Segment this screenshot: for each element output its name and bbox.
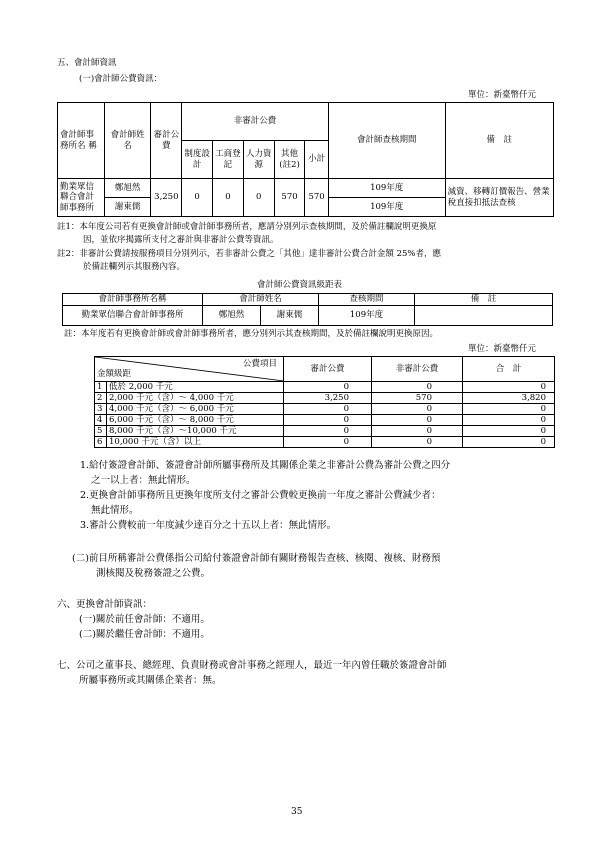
cell-range: 10,000 千元（含）以上 xyxy=(107,437,284,448)
sub2b: 測核閱及稅務簽證之公費。 xyxy=(96,568,211,579)
t2-cpa2: 謝東儒 xyxy=(261,306,319,326)
range-info-table xyxy=(62,293,553,326)
unit1: 單位：新臺幣仟元 xyxy=(468,90,537,100)
cell-total: 3,820 xyxy=(463,393,555,404)
sub2a: (二)前目所稱審計公費係指公司給付簽證會計師有關財務報告查核、核閱、複核、財務預 xyxy=(72,553,441,564)
cell-no: 1 xyxy=(95,382,107,393)
t3-h-nonaudit: 非審計公費 xyxy=(372,357,463,382)
table-row xyxy=(95,404,555,415)
item2b: 無此情形。 xyxy=(91,505,139,516)
sys-fee: 0 xyxy=(182,179,213,217)
t2-h-period: 查核期間 xyxy=(319,294,415,306)
cpa2: 謝東儒 xyxy=(104,198,151,217)
hr-fee: 0 xyxy=(243,179,274,217)
cell-no: 5 xyxy=(95,426,107,437)
table2-title: 會計師公費資訊級距表 xyxy=(257,280,343,290)
section5-title: 五、會計師資訊 xyxy=(57,58,117,68)
cell-audit: 0 xyxy=(284,404,372,415)
cell-audit: 0 xyxy=(284,426,372,437)
cell-no: 2 xyxy=(95,393,107,404)
h-hr: 人力資源 xyxy=(243,141,274,179)
cell-nonaudit: 0 xyxy=(372,404,463,415)
cell-nonaudit: 0 xyxy=(372,426,463,437)
cell-nonaudit: 570 xyxy=(372,393,463,404)
note1a: 註1：本年度公司若有更換會計師或會計師事務所者，應請分別列示查核期間，及於備註欄說明更換原 xyxy=(57,222,437,232)
section6-title: 六、更換會計師資訊： xyxy=(57,599,153,610)
cell-nonaudit: 0 xyxy=(372,437,463,448)
t2-note xyxy=(415,306,553,326)
h-cpa: 會計師姓 名 xyxy=(104,103,151,179)
table-row xyxy=(95,415,555,426)
table-row xyxy=(95,382,555,393)
cell-no: 6 xyxy=(95,437,107,448)
cell-range: 2,000 千元（含）～ 4,000 千元 xyxy=(107,393,284,404)
cell-audit: 0 xyxy=(284,437,372,448)
table-row xyxy=(95,437,555,448)
cell-audit: 0 xyxy=(284,382,372,393)
h-audit: 審計公費 xyxy=(151,103,182,179)
t3-h-total: 合 計 xyxy=(463,357,555,382)
fee-range-table xyxy=(94,356,555,448)
h-sys: 制度設計 xyxy=(182,141,213,179)
page-number: 35 xyxy=(291,807,303,817)
cell-nonaudit: 0 xyxy=(372,415,463,426)
section6-b: (二)關於繼任會計師：不適用。 xyxy=(79,629,210,640)
cell-total: 0 xyxy=(463,426,555,437)
h-firm: 會計師事務所名 稱 xyxy=(58,103,105,179)
range-header-cell xyxy=(95,357,284,382)
fee-note: 減資、移轉訂價報告、營業稅直接扣抵法查核 xyxy=(445,179,553,217)
t2-h-cpa: 會計師姓名 xyxy=(203,294,319,306)
note2b: 於備註欄列示其服務內容。 xyxy=(83,262,186,272)
firm-name: 勤業眾信聯合會計師事務所 xyxy=(58,179,105,217)
cell-no: 3 xyxy=(95,404,107,415)
t2-cpa1: 鄭旭然 xyxy=(203,306,261,326)
h-range: 金額級距 xyxy=(97,369,132,380)
cell-range: 6,000 千元（含）～ 8,000 千元 xyxy=(107,415,284,426)
cell-no: 4 xyxy=(95,415,107,426)
t3-h-audit: 審計公費 xyxy=(284,357,372,382)
fee-table xyxy=(57,102,554,217)
h-sub: 小計 xyxy=(305,141,328,179)
t2-period: 109年度 xyxy=(319,306,415,326)
table-row xyxy=(95,426,555,437)
h-nonaudit: 非審計公費 xyxy=(182,103,329,141)
h-period: 會計師查核期間 xyxy=(328,103,445,179)
t2-h-firm: 會計師事務所名稱 xyxy=(63,294,203,306)
h-item: 公費項目 xyxy=(242,359,277,369)
h-other: 其他(註2) xyxy=(274,141,305,179)
note1b: 因，並依序揭露所支付之審計與非審計公費等資訊。 xyxy=(83,235,279,245)
cell-range: 4,000 千元（含）～ 6,000 千元 xyxy=(107,404,284,415)
item2a: 2.更換會計師事務所且更換年度所支付之審計公費較更換前一年度之審計公費減少者： xyxy=(80,490,441,501)
cpa1: 鄭旭然 xyxy=(104,179,151,198)
item3: 3.審計公費較前一年度減少達百分之十五以上者：無此情形。 xyxy=(80,520,337,531)
cell-total: 0 xyxy=(463,415,555,426)
t2-h-note: 備 註 xyxy=(415,294,553,306)
cell-total: 0 xyxy=(463,437,555,448)
note2a: 註2：非審計公費請按服務項目分別列示，若非審計公費之「其他」達非審計公費合計金額 25%者，應 xyxy=(57,249,442,259)
h-reg: 工商登記 xyxy=(213,141,244,179)
table-row xyxy=(95,393,555,404)
cell-audit: 0 xyxy=(284,415,372,426)
item1b: 之一以上者：無此情形。 xyxy=(91,475,196,486)
section6-a: (一)關於前任會計師：不適用。 xyxy=(79,614,210,625)
period2: 109年度 xyxy=(328,198,445,217)
period1: 109年度 xyxy=(328,179,445,198)
other-fee: 570 xyxy=(274,179,305,217)
sub-fee: 570 xyxy=(305,179,328,217)
unit2: 單位：新臺幣仟元 xyxy=(468,344,537,354)
sub1-title: (一)會計師公費資訊： xyxy=(79,74,163,84)
h-note: 備 註 xyxy=(445,103,553,179)
t2-firm: 勤業眾信聯合會計師事務所 xyxy=(63,306,203,326)
section7-a: 七、公司之董事長、總經理、負責財務或會計事務之經理人，最近一年內曾任職於簽證會計師 xyxy=(57,660,447,671)
cell-total: 0 xyxy=(463,382,555,393)
cell-range: 低於 2,000 千元 xyxy=(107,382,284,393)
reg-fee: 0 xyxy=(213,179,244,217)
note3: 註：本年度若有更換會計師或會計師事務所者，應分別列示其查核期間，及於備註欄說明更換原因。 xyxy=(64,329,439,339)
cell-range: 8,000 千元（含）～10,000 千元 xyxy=(107,426,284,437)
audit-fee: 3,250 xyxy=(151,179,182,217)
cell-audit: 3,250 xyxy=(284,393,372,404)
cell-nonaudit: 0 xyxy=(372,382,463,393)
item1a: 1.給付簽證會計師、簽證會計師所屬事務所及其關係企業之非審計公費為審計公費之四分 xyxy=(80,460,451,471)
cell-total: 0 xyxy=(463,404,555,415)
section7-b: 所屬事務所或其關係企業者：無。 xyxy=(79,675,222,686)
